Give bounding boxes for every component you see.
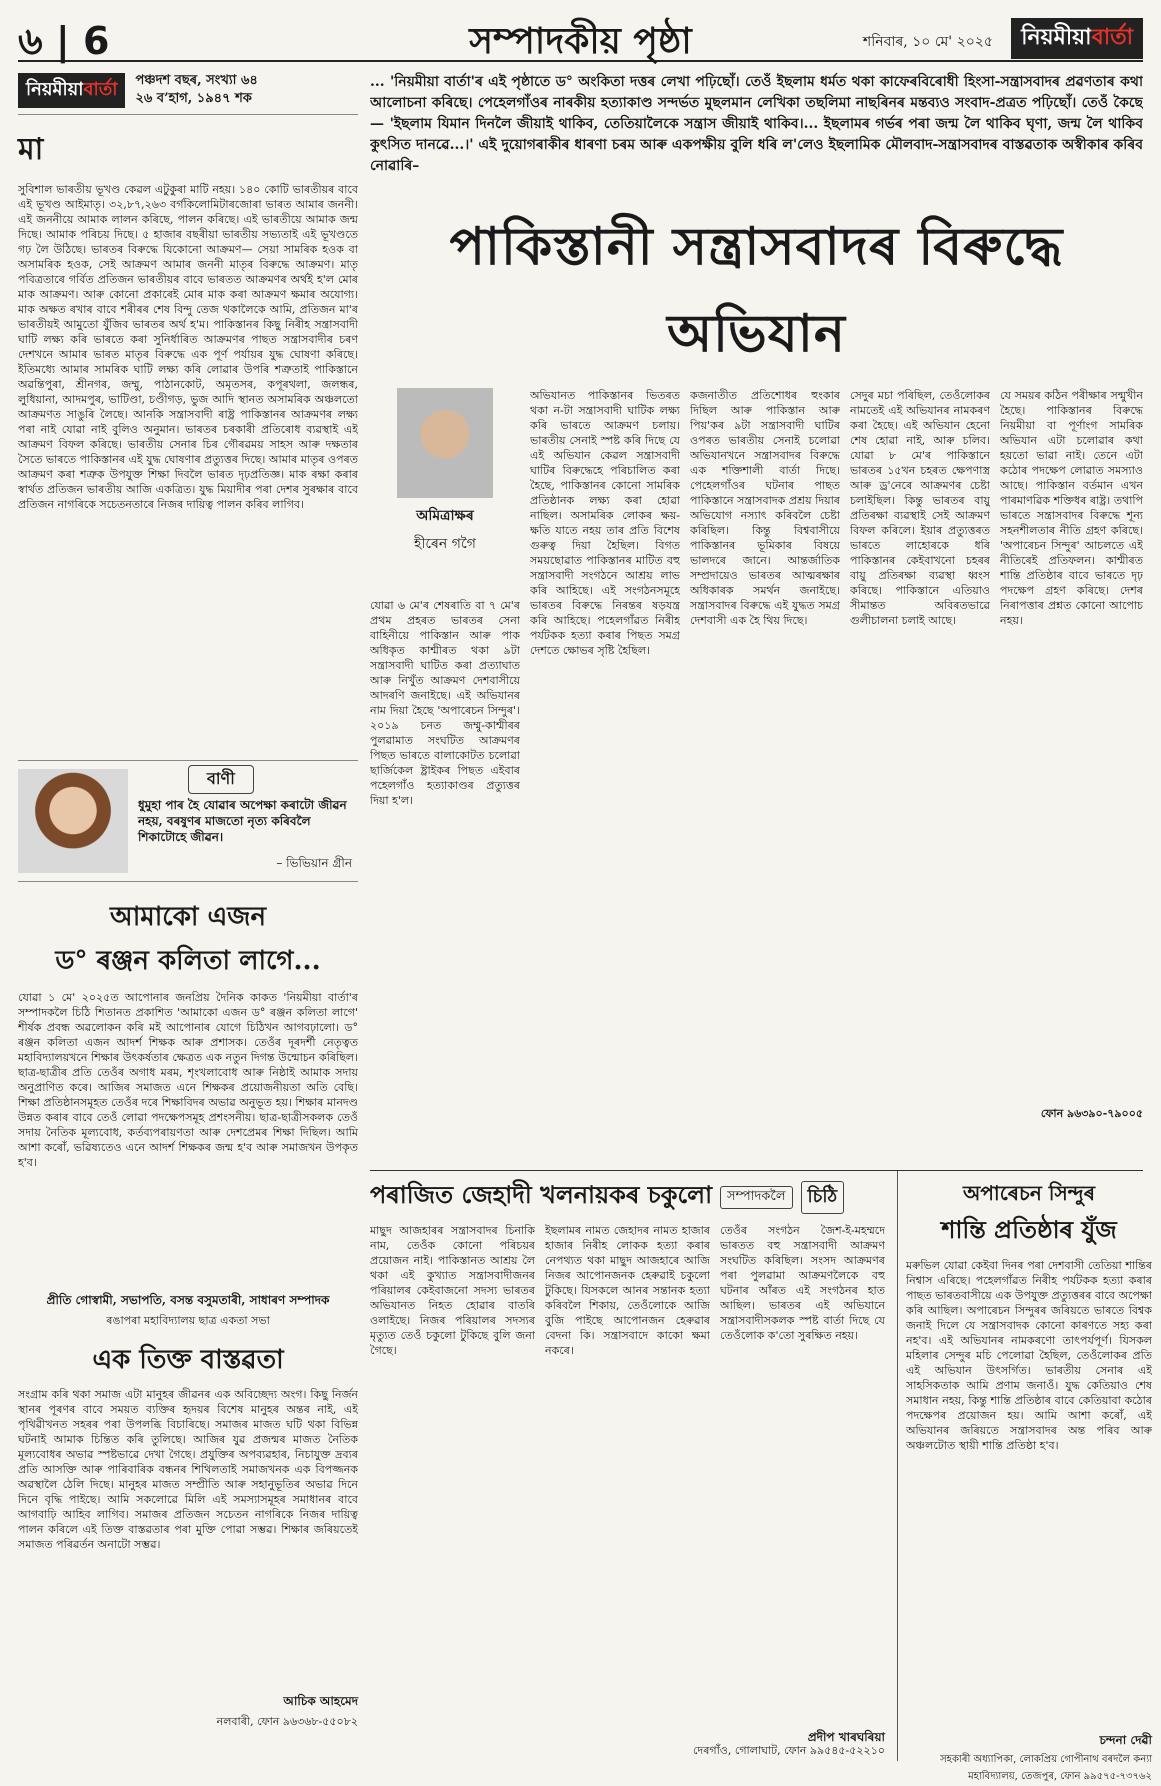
sindoor-place: সহকাৰী অধ্যাপিকা, লোকপ্ৰিয় গোপীনাথ বৰদলৈ কন্যা মহাবিদ্যালয়, তেজপুৰ, ফোন ৯৯৫৭৫-৭৩৭৬২ [940, 1754, 1152, 1782]
sindoor-text: মৰুভিল যোৱা কেইবা দিনৰ পৰা দেশবাসী তেতিয়া শান্তিৰ নিশ্বাস এৰিছে। পহেলগাঁৱত নিৰীহ পৰ্যটকক হত্যা কৰাৰ পাছত ভাৰতবাসীয়ে এক উপযুক্ত প্ৰত্যুত্তৰৰ বাবে অপেক্ষা কৰি আছিল। অপাৰেচন সিন্দুৰৰ জৰিয়তে ভাৰতে বিশ্বক জনাই দিলে যে সন্ত্ৰাসবাদক কোনো কাৰণতে সহ্য কৰা নহ'ব। এই অভিযানৰ নামকৰণো তাৎপৰ্যপূৰ্ণ। যিসকল মহিলাৰ সেন্দুৰ মচি পেলোৱা হৈছিল, তেওঁলোকৰ প্ৰতি এই অভিযান উৎসৰ্গিত। ভাৰতীয় সেনাৰ এই সাহসিকতাক আমি প্ৰণাম জনাওঁ। যুদ্ধ কেতিয়াও শেষ সমাধান নহয়, কিন্তু শান্তি প্ৰতিষ্ঠাৰ বাবে কেতিয়াবা কঠোৰ পদক্ষেপৰ প্ৰয়োজন হয়। আমি আশা কৰোঁ, এই অভিযানৰ জৰিয়তে সন্ত্ৰাসবাদৰ অন্ত পৰিব আৰু অঞ্চলটোত স্থায়ী শান্তি প্ৰতিষ্ঠা হ'ব। [906, 1259, 1152, 1452]
quote-box [18, 760, 358, 882]
left-column [18, 72, 358, 1732]
letter-place: ৰঙাপৰা মহাবিদ্যালয় ছাত্ৰ একতা সভা [106, 1314, 270, 1327]
sindoor-title-line1: অপাৰেচন সিন্দুৰ [963, 1181, 1095, 1205]
brand-part1: নিয়মীয়া [1021, 25, 1092, 50]
jihadi-letter-header [370, 1177, 885, 1217]
masthead [18, 72, 358, 115]
article-col-5: যে সময়ৰ কঠিন পৰীক্ষাৰ সন্মুখীন হৈছে। পাকিস্তানৰ বিৰুদ্ধে নিয়মীয়া বা পূৰ্ণাংগ সামৰিক অভিযান এটা চলোৱাৰ কথা হয়তো ভাৱা নাই। তেনে এটা কঠোৰ পদক্ষেপ লোৱাত সমস্যাও আছে। পাকিস্তান বৰ্তমান এখন পাৰমাণৱিক শক্তিধৰ ৰাষ্ট্ৰ। তথাপি ভাৰতে সন্ত্ৰাসবাদৰ বিৰুদ্ধে শূন্য সহনশীলতাৰ নীতি গ্ৰহণ কৰিছে। 'অপাৰেচন সিন্দুৰ' আচলতে এই নীতিৰেই প্ৰতিফলন। কাশ্মীৰত শান্তি প্ৰতিষ্ঠাৰ বাবে ভাৰতে দৃঢ় পদক্ষেপ গ্ৰহণ কৰিছে। দেশৰ নিৰাপত্তাৰ প্ৰশ্নত কোনো আপোচ নহয়। [1000, 389, 1143, 627]
jihadi-letter-columns [370, 1223, 885, 1743]
section-title: সম্পাদকীয় পৃষ্ঠা [469, 20, 692, 62]
article-col-2: অভিযানত পাকিস্তানৰ ভিতৰত থকা ন-টা সন্ত্ৰাসবাদী ঘাটিক লক্ষ্য কৰি ভাৰতে আক্ৰমণ চলায়। ভাৰতীয় সেনাই স্পষ্ট কৰি দিছে যে এই অভিযান কেৱল সন্ত্ৰাসবাদী ঘাটিৰ বিৰুদ্ধেহে পৰিচালিত কৰা হৈছে, পাকিস্তানৰ কোনো সামৰিক প্ৰতিষ্ঠানক লক্ষ্য কৰা হোৱা নাছিল। অসামৰিক লোকৰ ক্ষয়-ক্ষতি যাতে নহয় তাৰ প্ৰতি বিশেষ গুৰুত্ব দিয়া হৈছিল। বিগত সময়ছোৱাত পাকিস্তানৰ মাটিত বহু সন্ত্ৰাসবাদী সংগঠনে আশ্ৰয় লাভ কৰি আহিছে। এই সংগঠনসমূহে ভাৰতৰ বিৰুদ্ধে নিৰন্তৰ ষড়যন্ত্ৰ কৰি আহিছে। পহেলগাঁৱত নিৰীহ পৰ্যটকক হত্যা কৰাৰ পিছত সমগ্ৰ দেশতে ক্ষোভৰ সৃষ্টি হৈছিল। [530, 389, 680, 657]
author-photo [397, 388, 493, 498]
letter-title-line2: ড° ৰঞ্জন কলিতা লাগে... [55, 946, 321, 976]
jihadi-col-3: তেওঁৰ সংগঠন জৈশ-ই-মহম্মদে ভাৰতত বহু সন্ত্ৰাসবাদী আক্ৰমণ সংঘটিত কৰিছিল। সংসদ আক্ৰমণৰ পৰা পুলৱামা আক্ৰমণলৈকে বহু ঘটনাৰ আঁৰত এই সংগঠনৰ হাত আছিল। ভাৰতৰ এই অভিযানে সন্ত্ৰাসবাদীসকলক স্পষ্ট বাৰ্তা দিছে যে তেওঁলোক ক'তো সুৰক্ষিত নহয়। [720, 1224, 885, 1342]
quote-author: – ভিভিয়ান গ্ৰীন [276, 856, 352, 870]
sindoor-box [897, 1171, 1152, 1782]
article-headline: পাকিস্তানী সন্ত্ৰাসবাদৰ বিৰুদ্ধে অভিযান [449, 216, 1064, 364]
main-article [370, 72, 1143, 1120]
to-editor-label: সম্পাদকলৈ [720, 1186, 793, 1209]
jihadi-letter-place: দেৰগাঁও, গোলাঘাট, ফোন ৯৯৫৪৫-৫২২১০ [692, 1744, 885, 1757]
issue-date: শনিবাৰ, ১০ মে' ২০২৫ [862, 34, 993, 50]
page-header [18, 10, 1143, 62]
bitter-title: এক তিক্ত বাস্তৱতা [92, 1345, 284, 1375]
page-number: ৬ | 6 [18, 19, 110, 63]
brand-part2: বাৰ্তা [1091, 25, 1133, 50]
masthead-line1: পঞ্চদশ বছৰ, সংখ্যা ৬৪ [135, 73, 258, 88]
quote-text: ধুমুহা পাৰ হৈ যোৱাৰ অপেক্ষা কৰাটো জীৱন নহয়, বৰষুণৰ মাজতো নৃত্য কৰিবলৈ শিকাটোহে জীৱন। [138, 798, 347, 844]
jihadi-col-1: মাছুদ আজহাৰৰ সন্ত্ৰাসবাদৰ চিনাকি নাম, তেওঁক কোনো পৰিচয়ৰ প্ৰয়োজন নাই। পাকিস্তানত আশ্ৰয় লৈ থকা এই কুখ্যাত সন্ত্ৰাসবাদীজনৰ পৰিয়ালৰ কেইবাজনো সদস্য ভাৰতৰ অভিযানত নিহত হোৱাৰ বাতৰি ওলাইছে। নিজৰ পৰিয়ালৰ সদস্যৰ মৃত্যুত তেওঁ চকুলো টুকিছে বুলি জনা গৈছে। [370, 1224, 535, 1357]
masthead-brand-part1: নিয়মীয়া [26, 78, 84, 100]
quote-label: বাণী [188, 765, 254, 794]
article-intro: ... 'নিয়মীয়া বাৰ্তা'ৰ এই পৃষ্ঠাতে ড° অংকিতা দত্তৰ লেখা পঢ়িছোঁ। তেওঁ ইছলাম ধৰ্মত থকা কাফেৰবিৰোধী হিংসা-সন্ত্ৰাসবাদৰ প্ৰৱণতাৰ কথা আলোচনা কৰিছে। পেহেলগাঁওৰ নাৰকীয় হত্যাকাণ্ড সন্দৰ্ভত মুছলমান লেখিকা তছলিমা নাছৰিনৰ মন্তব্যও সংবাদ-প্ৰত্ৰত পঢ়িছোঁ। তেওঁ কৈছে— 'ইছলাম যিমান দিনলৈ জীয়াই থাকিব, তেতিয়ালৈকে সন্ত্ৰাস জীয়াই থাকিব।... ইছলামৰ গৰ্ভৰ পৰা জন্ম লৈ থাকিব ঘৃণা, জন্ম লৈ থাকিব কুৎসিত দানৱে...।' এই দুয়োগৰাকীৰ ধাৰণা চৰম আৰু একপক্ষীয় বুলি ধৰি ল'লেও ইছলামিক মৌলবাদ-সন্ত্ৰাসবাদৰ বাস্তৱতাক অস্বীকাৰ কৰিব নোৱাৰি– [370, 74, 1143, 174]
jihadi-letter-author: প্ৰদীপ খাৰঘৰিয়া [807, 1730, 885, 1744]
quote-author-photo [18, 769, 128, 873]
letter-text: যোৱা ১ মে' ২০২৫ত আপোনাৰ জনপ্ৰিয় দৈনিক কাকত 'নিয়মীয়া বাৰ্তা'ৰ সম্পাদকলৈ চিঠি শিতানত প্ৰকাশিত 'আমাকো এজন ড° ৰঞ্জন কলিতা লাগে' শীৰ্ষক প্ৰবন্ধ অৱলোকন কৰি মই আপোনাৰ যোগে চিঠিখন আগবঢ়ালো। ড° ৰঞ্জন কলিতা এজন আদৰ্শ শিক্ষক আৰু প্ৰশাসক। তেওঁৰ দূৰদৰ্শী নেতৃত্বত মহাবিদ্যালয়খনে শিক্ষাৰ উৎকৰ্ষতাৰ ক্ষেত্ৰত এক নতুন দিগন্ত উন্মোচন কৰিছিল। ছাত্ৰ-ছাত্ৰীৰ প্ৰতি তেওঁৰ অগাধ মৰম, শৃংখলাবোধ আৰু নিষ্ঠাই আমাক সদায় অনুপ্ৰাণিত কৰে। আজিৰ সমাজত এনে শিক্ষকৰ প্ৰয়োজনীয়তা অতি বেছি। শিক্ষা প্ৰতিষ্ঠানসমূহত তেওঁৰ দৰে শিক্ষাবিদৰ অভাৱ অনুভূত হয়। শিক্ষাৰ মানদণ্ড উন্নত কৰাৰ বাবে তেওঁ লোৱা পদক্ষেপসমূহ প্ৰশংসনীয়। ছাত্ৰ-ছাত্ৰীসকলক তেওঁ সদায় নৈতিক মূল্যবোধ, কৰ্তব্যপৰায়ণতা আৰু দেশপ্ৰেমৰ শিক্ষা দিছিল। আমি আশা কৰোঁ, ভৱিষ্যতেও এনে আদৰ্শ শিক্ষকৰ জন্ম হ'ব আৰু সমাজখন উপকৃত হ'ব। [18, 991, 358, 1169]
jihadi-letter-title: পৰাজিত জেহাদী খলনায়কৰ চকুলো [370, 1180, 713, 1209]
masthead-meta [135, 72, 257, 108]
brand-logo [1011, 18, 1143, 59]
editorial-title: মা [18, 132, 44, 167]
jihadi-letter-box [370, 1171, 885, 1761]
article-byline: ফোন ৯৬৩৯০-৭৯০০৫ [1040, 1107, 1143, 1120]
letter-title-line1: আমাকো এজন [109, 902, 267, 932]
article-col-1: যোৱা ৬ মে'ৰ শেষৰাতি বা ৭ মে'ৰ প্ৰথম প্ৰহৰত ভাৰতৰ সেনা বাহিনীয়ে পাকিস্তান আৰু পাক অধিকৃত কাশ্মীৰত থকা ৯টা সন্ত্ৰাসবাদী ঘাটিত কৰা প্ৰত্যাঘাত আৰু নিখুঁত আক্ৰমণ দেশবাসীয়ে আদৰণি জনাইছে। এই অভিযানৰ নাম দিয়া হৈছে 'অপাৰেচন সিন্দুৰ'। ২০১৯ চনত জম্মু-কাশ্মীৰৰ পুলৱামাত সংঘটিত আক্ৰমণৰ পিছত ভাৰতে বালাকোটত চলোৱা ছাৰ্জিকেল ষ্ট্ৰাইকৰ পিছত এইবাৰ পহেলগাঁও হত্যাকাণ্ডৰ প্ৰত্যুত্তৰ দিয়া হ'ল। [370, 599, 520, 807]
bitter-place: নলবাৰী, ফোন ৯৬৩৬৮-৫৫০৮২ [216, 1715, 358, 1728]
sindoor-author: চন্দনা দেৱী [1099, 1733, 1152, 1747]
author-name: হীৰেন গগৈ [414, 536, 476, 552]
letter-label: চিঠি [801, 1181, 845, 1214]
column-tag: অমিত্ৰাক্ষৰ [416, 508, 474, 524]
bitter-author: আচিক আহমেদ [283, 1694, 358, 1708]
author-box [370, 388, 520, 588]
jihadi-col-2: ইছলামৰ নামত জেহাদৰ নামত হাজাৰ হাজাৰ নিৰীহ লোকক হত্যা কৰাৰ নেপথ্যত থকা মাছুদ আজহাৰে আজি নিজৰ আপোনজনক হেৰুৱাই চকুলো টুকিছে। যিসকলে আনৰ সন্তানক হত্যা কৰিবলৈ শিকায়, তেওঁলোকে আজি বুজি পাইছে আপোনজন হেৰুৱাৰ বেদনা কি। সন্ত্ৰাসবাদে কাকো ক্ষমা নকৰে। [545, 1224, 710, 1357]
masthead-line2: ২৬ ব’হাগ, ১৯৪৭ শক [135, 91, 252, 106]
editorial-text: সুবিশাল ভাৰতীয় ভূখণ্ড কেৱল এটুকুৰা মাটি নহয়। ১৪০ কোটি ভাৰতীয়ৰ বাবে এই ভূখণ্ড আইমাতৃ। ৩২,৮৭,২৬৩ বৰ্গকিলোমিটাৰজোৰা ভাৰত আমাৰ জননী। এই জননীয়ে আমাক লালন কৰিছে, পালন কৰিছে। এই ভাৰতীয়ে আমাক জন্ম দিছে। আমাক পৰিচয় দিছে। ৫ হাজাৰ বছৰীয়া ভাৰতীয় সভ্যতাই এই ভূখণ্ডতে গঢ় লৈ উঠিছে। ভাৰতৰ বিৰুদ্ধে যিকোনো আক্ৰমণ— সেয়া সামৰিক হওক বা অসামৰিক হওক, সেই আক্ৰমণ আমাৰ জননী মাতৃৰ বিৰুদ্ধে আক্ৰমণ। মাতৃ পবিত্ৰতাৰে গৰ্বিত প্ৰতিজন ভাৰতীয়ৰ বাবে ভাৰতত আক্ৰমণৰ অৰ্থই হ'ল মোৰ মাক আক্ৰমণ। আৰু কোনো প্ৰকাৰেই মোৰ মাক কৰা আক্ৰমণ ক্ষমাৰ অযোগ্য। মাক অক্ষত ৰখাৰ বাবে শৰীৰৰ শেষ বিন্দু তেজ থকালৈকে আমি, প্ৰতিজন মা'ৰ ভাৰতীয়ই আমুতো যুঁজিব ভাৰতৰ অৰ্থ হ'ম। পাকিস্তানৰ কিছু নিৰীহ সন্ত্ৰাসবাদী ঘাটি লক্ষ্য কৰি ভাৰতে কৰা সুনিৰ্ধাৰিত আক্ৰমণৰ পাছত সন্ত্ৰাসবাদীৰ চৰণ দেশখনে আমাৰ ভাৰত মাতৃৰ বিৰুদ্ধে এক পূৰ্ণ পৰ্যায়ৰ যুদ্ধ ঘোষণা কৰিছে। ইতিমধ্যে আমাৰ সামৰিক ঘাটি লক্ষ্য কৰি লোৱাৰ উপৰি শত্ৰুতাই পাকিস্তানে অৱন্তিপুৰা, শ্ৰীনগৰ, জম্মু, পাঠানকোট, অমৃতসৰ, কপূৰথলা, জলন্ধৰ, লুধিয়ানা, আদমপুৰ, ভাটিণ্ডা, চণ্ডীগড়, ভুজ আদি স্থানত অসামৰিক অঞ্চলতো আক্ৰমণত সাঙুৰি লৈছে। আনকি সন্ত্ৰাসবাদী ৰাষ্ট্ৰ পাকিস্তানৰ আক্ৰমণৰ লক্ষ্য পৰা নাই যোৱা নাই বুলিও অনুমান। ভাৰতৰ চৰকাৰী প্ৰতিৰোধ ব্যৱস্থাই এই আক্ৰমণ বিফল কৰিছে। ভাৰতীয় সেনাৰ চিৰ গৌৰৱময় সাহস আৰু দক্ষতাৰ সৈতে ভাৰতে পাকিস্তানৰ এই যুদ্ধ ঘোষণাৰ প্ৰত্যুত্তৰ দিছে। আমাৰ মাতৃৰ ওপৰত আক্ৰমণ কৰা শত্ৰুক উপযুক্ত শিক্ষা দিবলৈ ভাৰত দৃঢ়প্ৰতিজ্ঞ। মাক ৰক্ষা কৰাৰ স্বাৰ্থত প্ৰতিজন ভাৰতীয় আজি একত্ৰিত। যুদ্ধ মিয়াদীৰ পৰা দেশৰ সুৰক্ষাৰ বাবে প্ৰতিজন নাগৰিকে সচেতনতাৰে নিজৰ দায়িত্ব পালন কৰিব লাগিব। [18, 183, 358, 511]
masthead-logo [18, 73, 125, 108]
letter-author: প্ৰীতি গোস্বামী, সভাপতি, বসন্ত বসুমতাৰী, সাধাৰণ সম্পাদক [46, 1293, 330, 1307]
masthead-brand-part2: বাৰ্তা [83, 78, 118, 100]
article-col-4: সেদুৰ মচা পৰিছিল, তেওঁলোকৰ নামতেই এই অভিযানৰ নামকৰণ কৰা হৈছে। এই অভিযান হেনো শেষ হোৱা নাই, আৰু চলিব। যোৱা ৮ মে'ৰ পাকিস্তানে ভাৰতৰ ১৫খন চহৰত ক্ষেপণাস্ত্ৰ আৰু ড্ৰ'নেৰে আক্ৰমণৰ চেষ্টা চলাইছিল। কিন্তু ভাৰতৰ বায়ু প্ৰতিৰক্ষা ব্যৱস্থাই সেই আক্ৰমণ বিফল কৰিলে। ইয়াৰ প্ৰত্যুত্তৰত ভাৰতে লাহোৰকে ধৰি পাকিস্তানৰ কেইবাখনো চহৰৰ বায়ু প্ৰতিৰক্ষা ব্যৱস্থা ধ্বংস কৰিছে। পাকিস্তানে এতিয়াও সীমান্তত অবিৰতভাৱে গুলীচালনা চলাই আছে। [850, 389, 990, 627]
article-columns [370, 388, 1143, 1120]
bitter-text: সংগ্ৰাম কৰি থকা সমাজ এটা মানুহৰ জীৱনৰ এক অবিচ্ছেদ্য অংগ। কিছু নিৰ্জন স্থানৰ পূৰণৰ বাবে সময়ত ব্যক্তিৰ হৃদয়ৰ বিশেষ মানুহৰ অন্তৰ নাই, এই পৃথিৱীখনত সহৰৰ পৰা উপলব্ধি বিচাৰিছে। সমাজৰ মাজত ঘটি থকা বিভিন্ন ঘটনাই আমাক চিন্তিত কৰি তুলিছে। আজিৰ যুৱ প্ৰজন্মৰ মাজত নৈতিক মূল্যবোধৰ অভাৱ স্পষ্টভাৱে দেখা গৈছে। প্ৰযুক্তিৰ অপব্যৱহাৰ, নিচাযুক্ত দ্ৰব্যৰ প্ৰতি আসক্তি আৰু পাৰিবাৰিক বন্ধনৰ শিথিলতাই সমাজখনক এক বিপজ্জনক অৱস্থালৈ ঠেলি দিছে। মানুহৰ মাজত সম্প্ৰীতি আৰু সহানুভূতিৰ অভাৱ দিনে দিনে বৃদ্ধি পাইছে। আমি সকলোৱে মিলি এই সমস্যাসমূহৰ সমাধানৰ বাবে আগবাঢ়ি আহিব লাগিব। সমাজৰ প্ৰতিজন সচেতন নাগৰিকে নিজৰ দায়িত্ব পালন কৰিলে এই তিক্ত বাস্তৱতাৰ পৰা মুক্তি পোৱা সম্ভৱ। শিক্ষাৰ জৰিয়তেই সমাজত পৰিৱৰ্তন অনাটো সম্ভৱ। [18, 1388, 358, 1551]
sindoor-title-line2: শান্তি প্ৰতিষ্ঠাৰ যুঁজ [941, 1215, 1117, 1244]
article-col-3: কজনাতীত প্ৰতিশোধৰ হুংকাৰ দিছিল আৰু পাকিস্তান আৰু পিয়'কৰ ৯টা সন্ত্ৰাসবাদী ঘাটিৰ ওপৰত ভাৰতীয় সেনাই চলোৱা অভিযানখনে সন্ত্ৰাসবাদৰ বিৰুদ্ধে এক শক্তিশালী বাৰ্তা দিছে। পেহেলগাঁওৰ ঘটনাৰ পাছত পাকিস্তানে সন্ত্ৰাসবাদক প্ৰশ্ৰয় দিয়াৰ অভিযোগ নস্যাৎ কৰিবলৈ চেষ্টা কৰিছিল। কিন্তু বিশ্ববাসীয়ে পাকিস্তানৰ ভূমিকাৰ বিষয়ে ভালদৰে জানে। আন্তৰ্জাতিক সম্প্ৰদায়েও ভাৰতৰ আত্মৰক্ষাৰ অধিকাৰক সমৰ্থন জনাইছে। সন্ত্ৰাসবাদৰ বিৰুদ্ধে এই যুদ্ধত সমগ্ৰ দেশবাসী এক হৈ থিয় দিছে। [690, 389, 840, 627]
bottom-section [370, 1170, 1152, 1782]
